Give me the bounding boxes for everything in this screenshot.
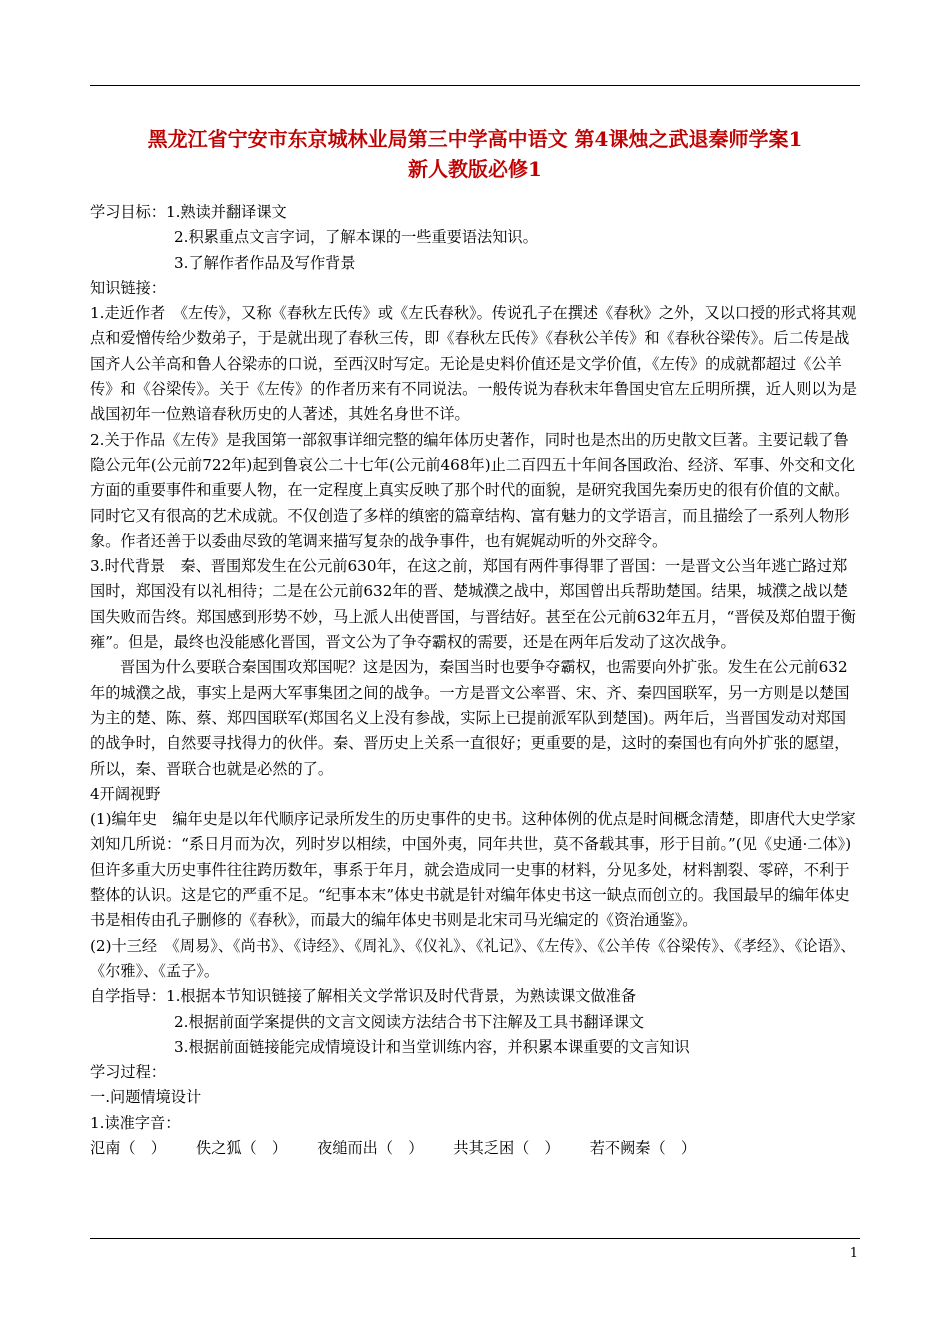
page-number: 1 — [849, 1246, 858, 1261]
section-1-title: 一.问题情境设计 — [90, 1088, 202, 1107]
selfstudy-3: 3.根据前面链接能完成情境设计和当堂训练内容，并积累本课重要的文言知识 — [174, 1037, 690, 1056]
title-line-1: 黑龙江省宁安市东京城林业局第三中学高中语文 第4课烛之武退秦师学案1 — [147, 127, 803, 151]
process-label: 学习过程： — [90, 1063, 166, 1082]
pronunciation-item: 夜缒而出（ ） — [317, 1138, 424, 1157]
footer-rule — [90, 1238, 860, 1239]
pronunciation-item: 氾南（ ） — [90, 1138, 166, 1157]
pronunciation-item: 共其乏困（ ） — [453, 1138, 560, 1157]
annals-paragraph: (1)编年史 编年史是以年代顺序记录所发生的历史事件的史书。这种体例的优点是时间概念清楚，即唐代大史学家刘知几所说：“系日月而为次，列时岁以相续，中国外夷，同年共世，莫不备载其事，形于目前。”(见《史通·二体》)但许多重大历史事件往往跨历数年，事系于年月，就会造成同一史事的材料，分见多处，材料割裂、零碎，不利于整体的认识。这是它的严重不足。“纪事本末”体史书就是针对编年体史书这一缺点而创立的。我国最早的编年体史书是相传由孔子删修的《春秋》，而最大的编年体史书则是北宋司马光编定的《资治通鉴》。 — [90, 810, 856, 930]
pronunciation-item: 佚之狐（ ） — [195, 1138, 288, 1157]
knowledge-background-2: 晋国为什么要联合秦国围攻郑国呢？这是因为，秦国当时也要争夺霸权，也需要向外扩张。发生在公元前632年的城濮之战，事实上是两大军事集团之间的战争。一方是晋文公率晋、宋、齐、秦四国联军，另一方则是以楚国为主的楚、陈、蔡、郑四国联军(郑国名义上没有参战，实际上已提前派军队到楚国)。两年后，当晋国发动对郑国的战争时，自然要寻找得力的伙伴。秦、晋历史上关系一直很好；更重要的是，这时的秦国也有向外扩张的愿望，所以，秦、晋联合也就是必然的了。 — [90, 658, 850, 778]
knowledge-background: 3.时代背景 秦、晋围郑发生在公元前630年，在这之前，郑国有两件事得罪了晋国：一是晋文公当年逃亡路过郑国时，郑国没有以礼相待；二是在公元前632年的晋、楚城濮之战中，郑国曾出兵帮助楚国。结果，城濮之战以楚国失败而告终。郑国感到形势不妙，马上派人出使晋国，与晋结好。甚至在公元前632年五月，“晋侯及郑伯盟于衡雍”。但是，最终也没能感化晋国，晋文公为了争夺霸权的需要，还是在两年后发动了这次战争。 — [90, 557, 856, 652]
selfstudy-2: 2.根据前面学案提供的文言文阅读方法结合书下注解及工具书翻译课文 — [174, 1012, 645, 1031]
knowledge-work: 2.关于作品《左传》是我国第一部叙事详细完整的编年体历史著作，同时也是杰出的历史散文巨著。主要记载了鲁隐公元年(公元前722年)起到鲁哀公二十七年(公元前468年)止二百四五十年间各国政治、经济、军事、外交和文化方面的重要事件和重要人物，在一定程度上真实反映了那个时代的面貌，是研究我国先秦历史的很有价值的文献。同时它又有很高的艺术成就。不仅创造了多样的缜密的篇章结构、富有魅力的文学语言，而且描绘了一系列人物形象。作者还善于以委曲尽致的笔调来描写复杂的战争事件，也有娓娓动听的外交辞令。 — [90, 430, 856, 550]
document-body — [90, 200, 860, 1161]
knowledge-label: 知识链接： — [90, 278, 166, 297]
pronunciation-row — [90, 1136, 860, 1161]
thirteen-classics: (2)十三经 《周易》、《尚书》、《诗经》、《周礼》、《仪礼》、《礼记》、《左传》、《公羊传《谷梁传》、《孝经》、《论语》、《尔雅》、《孟子》。 — [90, 936, 856, 980]
goal-3: 3.了解作者作品及写作背景 — [174, 253, 356, 272]
goal-2: 2.积累重点文言字词，了解本课的一些重要语法知识。 — [174, 228, 538, 247]
title-line-2: 新人教版必修1 — [408, 157, 542, 181]
document-title — [90, 124, 860, 184]
selfstudy-1: 自学指导：1.根据本节知识链接了解相关文学常识及时代背景，为熟读课文做准备 — [90, 987, 637, 1006]
goal-1: 学习目标：1.熟读并翻译课文 — [90, 203, 287, 221]
header-rule — [90, 85, 860, 86]
pronunciation-item: 若不阙秦（ ） — [589, 1138, 696, 1157]
broaden-label: 4开阔视野 — [90, 784, 161, 803]
reading-label: 1.读准字音： — [90, 1113, 181, 1132]
knowledge-author: 1.走近作者 《左传》，又称《春秋左氏传》或《左氏春秋》。传说孔子在撰述《春秋》之外，又以口授的形式将其观点和爱憎传给少数弟子，于是就出现了春秋三传，即《春秋左氏传》《春秋公羊传》和《春秋谷梁传》。后二传是战国齐人公羊高和鲁人谷梁赤的口说，至西汉时写定。无论是史料价值还是文学价值，《左传》的成就都超过《公羊传》和《谷梁传》。关于《左传》的作者历来有不同说法。一般传说为春秋末年鲁国史官左丘明所撰，近人则以为是战国初年一位熟谙春秋历史的人著述，其姓名身世不详。 — [90, 304, 857, 424]
